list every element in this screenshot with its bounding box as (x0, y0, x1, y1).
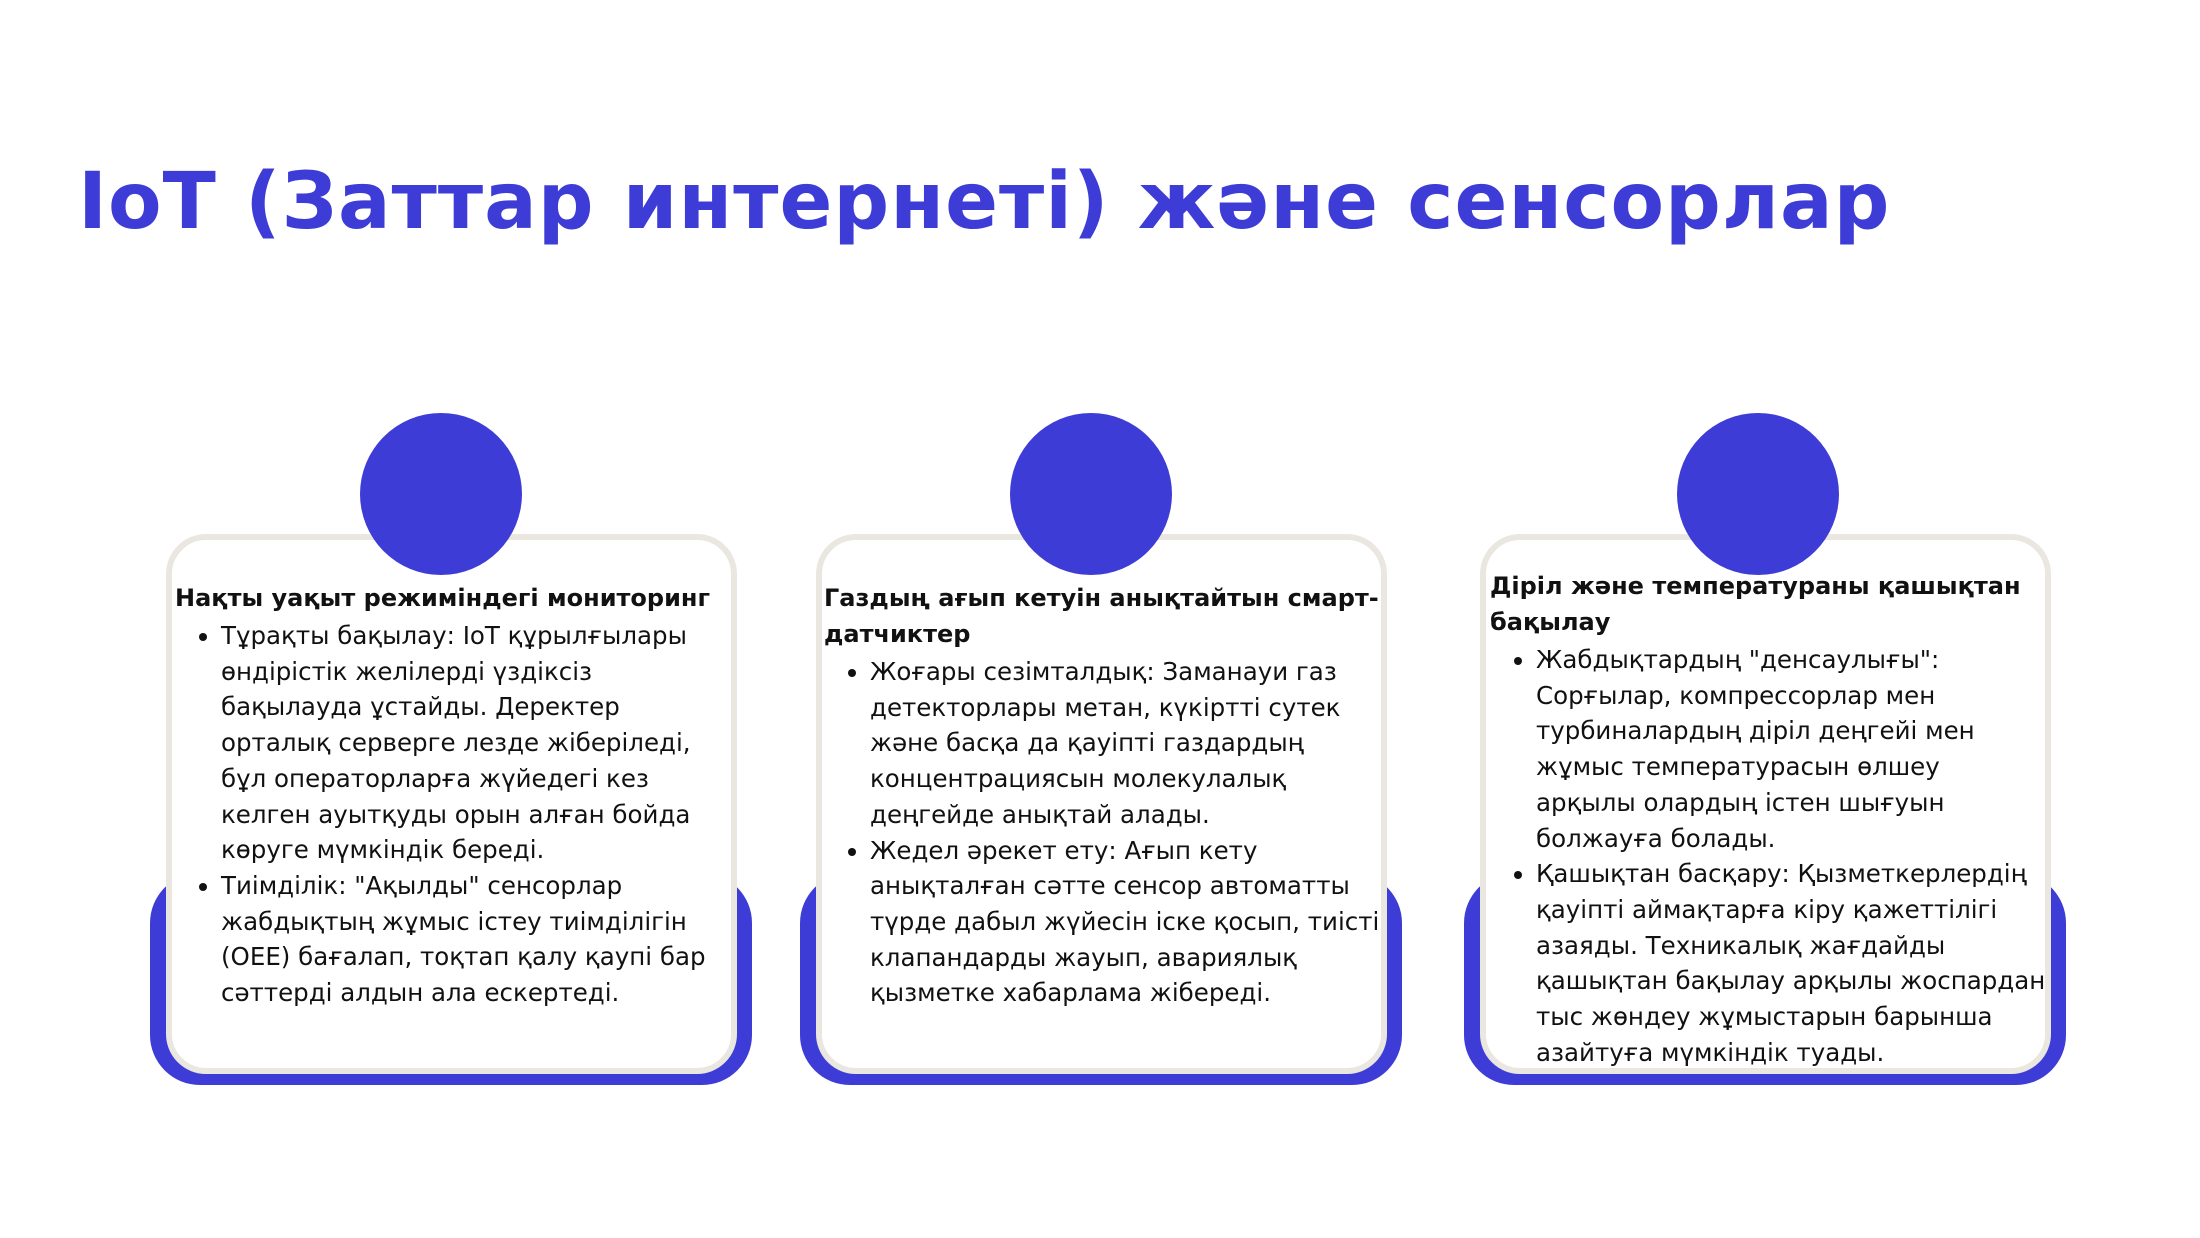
card-bullet-list (175, 618, 727, 1011)
card-bullet-list (824, 654, 1380, 1011)
list-item: • Тұрақты бақылау: IoT құрылғылары өндірістік желілерді үздіксіз бақылауда ұстайды. Деректер орталық серверге лезде жіберіледі, бұл операторларға жүйедегі кез келген ауытқуды орын алған бойда көруге мүмкіндік береді. (221, 618, 727, 868)
list-item: • Жоғары сезімталдық: Заманауи газ детекторлары метан, күкіртті сутек және басқа да қауіпті газдардың концентрациясын молекулалық деңгейде анықтай алады. (870, 654, 1380, 833)
card-heading: Нақты уақыт режиміндегі мониторинг (175, 584, 711, 612)
card-content (824, 580, 1380, 1011)
list-item: • Жедел әрекет ету: Ағып кету анықталған сәтте сенсор автоматты түрде дабыл жүйесін іске қосып, тиісті клапандарды жауып, авариялық қызметке хабарлама жібереді. (870, 833, 1380, 1012)
card-content (1490, 568, 2046, 1070)
card-bullet-list (1490, 642, 2046, 1070)
card-heading: Газдың ағып кетуін анықтайтын смарт-датчиктер (824, 584, 1379, 648)
card-circle-icon (360, 413, 522, 575)
list-item: • Тиімділік: "Ақылды" сенсорлар жабдықтың жұмыс істеу тиімділігін (OEE) бағалап, тоқтап қалу қаупі бар сәттерді алдын ала ескертеді. (221, 868, 727, 1011)
list-item: • Қашықтан басқару: Қызметкерлердің қауіпті аймақтарға кіру қажеттілігі азаяды. Техникалық жағдайды қашықтан бақылау арқылы жоспардан тыс жөндеу жұмыстарын барынша азайтуға мүмкіндік туады. (1536, 856, 2046, 1070)
card-heading: Діріл және температураны қашықтан бақылау (1490, 572, 2021, 636)
list-item: • Жабдықтардың "денсаулығы": Сорғылар, компрессорлар мен турбиналардың діріл деңгейі мен жұмыс температурасын өлшеу арқылы олардың істен шығуын болжауға болады. (1536, 642, 2046, 856)
card-circle-icon (1010, 413, 1172, 575)
slide-title: IoT (Заттар интернеті) және сенсорлар (78, 157, 1891, 247)
card-circle-icon (1677, 413, 1839, 575)
card-content (175, 580, 727, 1011)
